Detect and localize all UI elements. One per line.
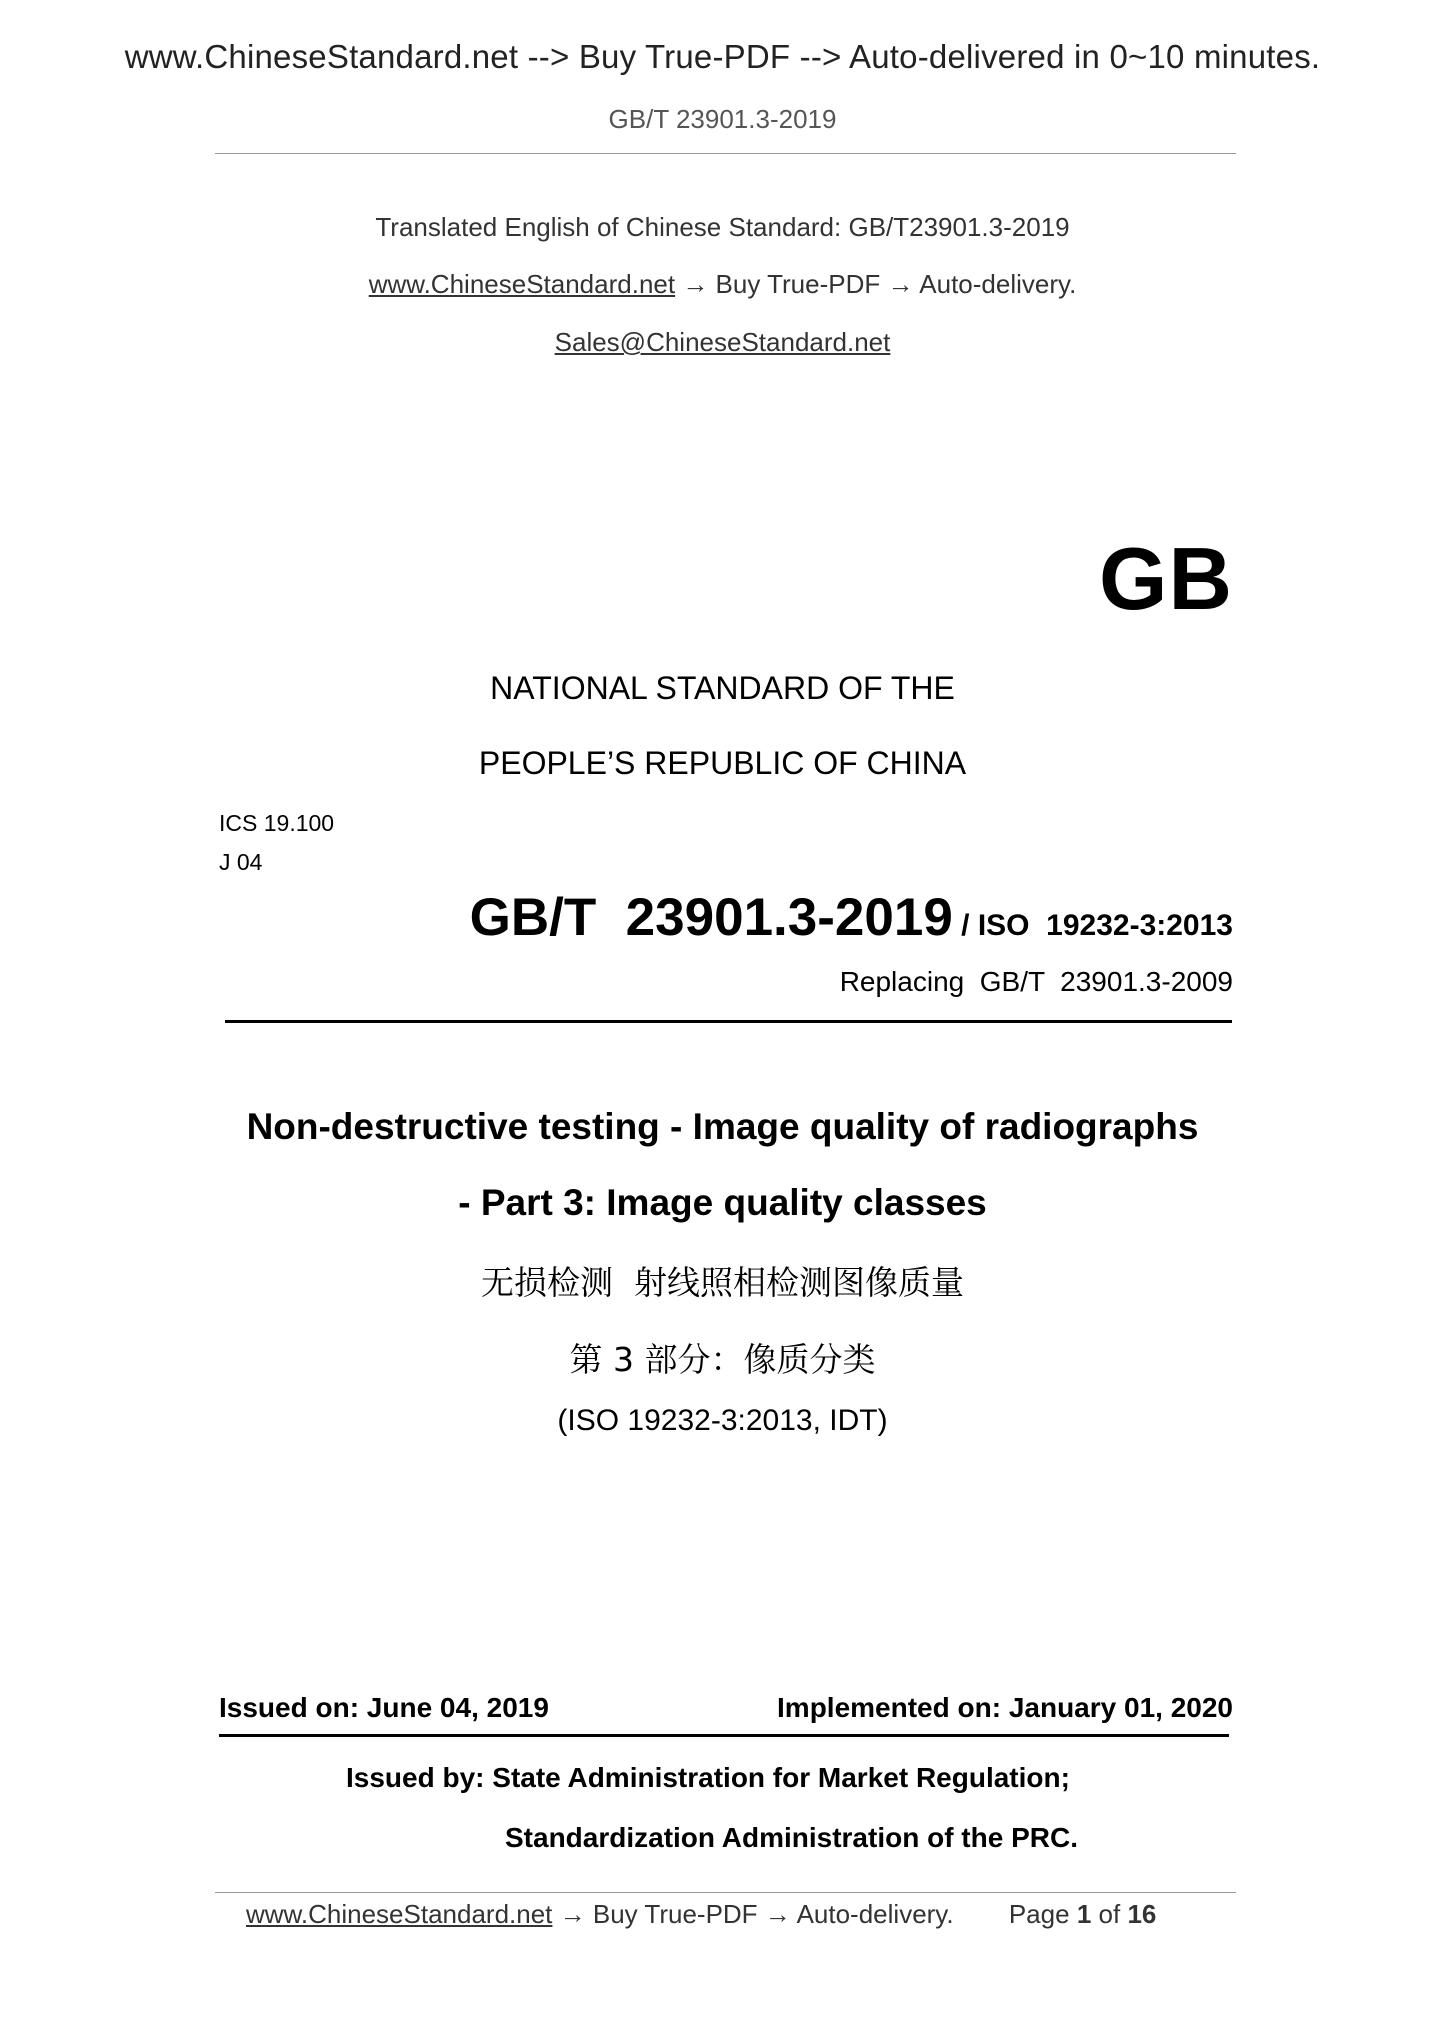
number-separator: / xyxy=(952,909,978,942)
page-label: Page xyxy=(1008,1899,1070,1929)
header-standard-code: GB/T 23901.3-2019 xyxy=(608,104,837,134)
english-title-line2: - Part 3: Image quality classes xyxy=(458,1182,987,1223)
iso-number: ISO 19232-3:2013 xyxy=(977,909,1233,942)
footer-website-link[interactable]: www.ChineseStandard.net xyxy=(246,1899,553,1929)
header-divider xyxy=(215,153,1236,154)
sales-email-link[interactable]: Sales@ChineseStandard.net xyxy=(554,327,891,357)
website-line xyxy=(0,269,1445,300)
ics-code: ICS 19.100 xyxy=(219,810,335,836)
translated-note: Translated English of Chinese Standard: GB/T23901.3-2019 xyxy=(375,212,1070,242)
j-code: J 04 xyxy=(219,849,263,875)
national-standard-line1: NATIONAL STANDARD OF THE xyxy=(490,670,955,706)
page-of-label: of xyxy=(1098,1899,1121,1929)
issued-by-line2: Standardization Administration of the PRC. xyxy=(505,1822,1078,1853)
page-footer xyxy=(246,1899,1156,1930)
standard-number xyxy=(470,887,1233,948)
footer-divider xyxy=(215,1892,1236,1893)
replacing-note: Replacing GB/T 23901.3-2009 xyxy=(839,966,1233,997)
footer-website-text: → Buy True-PDF → Auto-delivery. xyxy=(552,1899,954,1929)
title-divider xyxy=(225,1020,1232,1023)
sales-email-line xyxy=(0,327,1445,358)
chinese-title-line2: 第 3 部分：像质分类 xyxy=(569,1340,876,1379)
website-line-text: → Buy True-PDF → Auto-delivery. xyxy=(675,269,1077,299)
english-title-line1: Non-destructive testing - Image quality of radiographs xyxy=(246,1106,1199,1147)
issued-by-line1: Issued by: State Administration for Market Regulation; xyxy=(346,1762,1070,1793)
national-standard-line2: PEOPLE’S REPUBLIC OF CHINA xyxy=(478,745,967,781)
website-link[interactable]: www.ChineseStandard.net xyxy=(368,269,676,299)
issued-on-date: Issued on: June 04, 2019 xyxy=(219,1692,549,1723)
top-banner: www.ChineseStandard.net --> Buy True-PDF --> Auto-delivered in 0~10 minutes. xyxy=(124,38,1321,75)
page-number: 1 xyxy=(1076,1899,1092,1929)
gb-mark: GB xyxy=(1099,529,1233,628)
iso-equivalence: (ISO 19232-3:2013, IDT) xyxy=(557,1404,888,1437)
implemented-on-date: Implemented on: January 01, 2020 xyxy=(777,1692,1233,1723)
gbt-number: GB/T 23901.3-2019 xyxy=(469,888,953,947)
page-total: 16 xyxy=(1127,1899,1157,1929)
issue-divider xyxy=(219,1734,1229,1737)
chinese-title-line1: 无损检测 射线照相检测图像质量 xyxy=(481,1263,964,1302)
